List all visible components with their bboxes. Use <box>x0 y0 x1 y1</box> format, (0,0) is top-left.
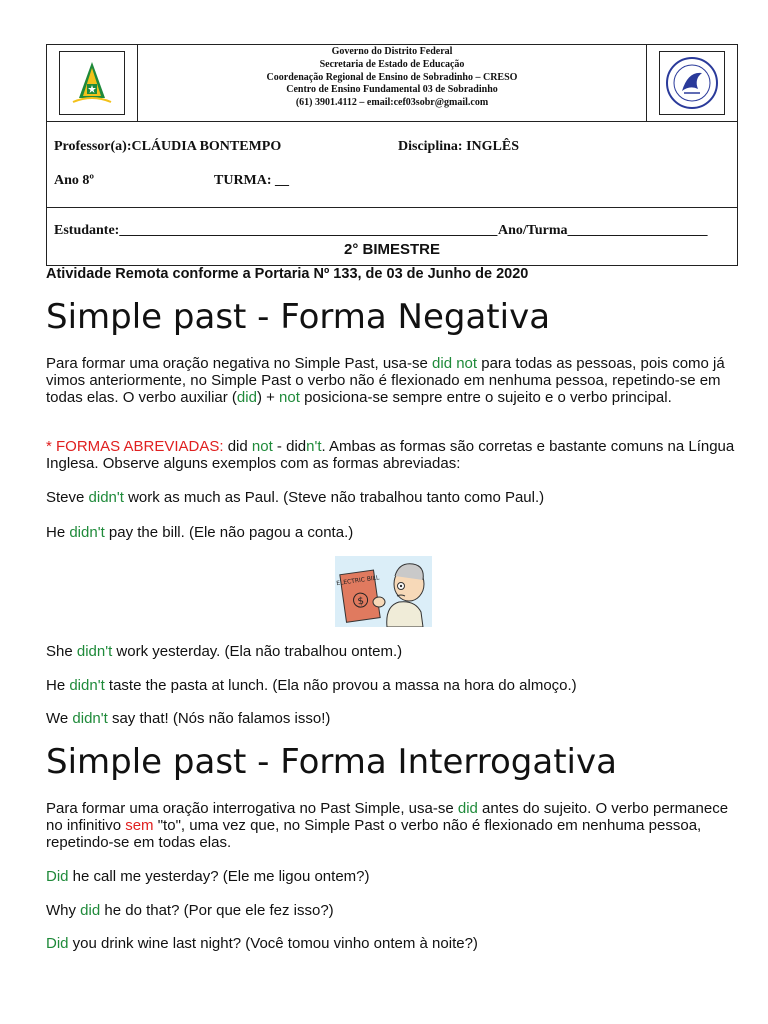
intro-text-3: "to", uma vez que, no Simple Past o verbo não é flexionado em nenhuma pessoa, repetindo-se em todas elas. <box>46 817 702 851</box>
institution-info <box>138 46 646 110</box>
example-post: pay the bill. (Ele não pagou a conta.) <box>104 524 354 541</box>
keyword-did: did <box>457 800 478 817</box>
abbrev-keyword-nt: n't <box>306 438 322 455</box>
school-header-table <box>46 44 738 266</box>
example-keyword: didn't <box>69 677 105 694</box>
example-pre: We <box>46 710 73 727</box>
example-post: he call me yesterday? (Ele me ligou ontem?) <box>68 868 370 885</box>
example-keyword: didn't <box>88 489 124 506</box>
example-post: say that! (Nós não falamos isso!) <box>107 710 331 727</box>
institution-line-5: (61) 3901.4112 – email:cef03sobr@gmail.com <box>295 97 489 109</box>
question-example <box>46 902 736 919</box>
example-pre: Why <box>46 902 81 919</box>
example-sentence <box>46 489 736 506</box>
subject-field <box>398 139 519 155</box>
institution-line-4: Centro de Ensino Fundamental 03 de Sobradinho <box>286 84 498 96</box>
df-flag-icon <box>67 58 117 108</box>
abbrev-text-3: . Ambas as formas são corretas e bastante comuns na Língua Inglesa. Observe alguns exemplos com as formas abreviadas: <box>46 438 735 472</box>
example-pre: Steve <box>46 489 89 506</box>
institution-line-1: Governo do Distrito Federal <box>331 46 453 57</box>
year-label: Ano 8º <box>54 173 95 188</box>
teacher-field <box>54 139 281 155</box>
teacher-name: CLÁUDIA BONTEMPO <box>131 139 282 154</box>
header-top-row <box>47 45 737 122</box>
section-negative-title: Simple past - Forma Negativa <box>46 297 551 337</box>
teacher-label: Professor(a): <box>54 139 132 154</box>
example-sentence <box>46 710 736 727</box>
intro-text-2: antes do sujeito. O verbo permanece no infinitivo <box>46 800 729 834</box>
example-sentence <box>46 643 736 660</box>
bill-text: ELECTRIC BILL <box>335 574 380 588</box>
abbreviated-forms-label: * FORMAS ABREVIADAS: <box>46 438 224 455</box>
abbrev-text-1: did <box>223 438 252 455</box>
intro-text-4: posiciona-se sempre entre o sujeito e o verbo principal. <box>299 389 672 406</box>
man-reading-bill-icon <box>335 556 432 627</box>
bill-illustration <box>335 556 432 627</box>
year-class-field: Ano/Turma____________________ <box>498 223 708 238</box>
example-pre: He <box>46 524 70 541</box>
example-post: work yesterday. (Ela não trabalhou ontem.) <box>112 643 403 660</box>
keyword-did: did <box>236 389 257 406</box>
example-keyword: Did <box>46 868 69 885</box>
keyword-not: not <box>279 389 300 406</box>
intro-text-2: para todas as pessoas, pois como já vimos anteriormente, no Simple Past o verbo não é flexionado em nenhuma pessoa, repetindo-se em todas elas. O verbo auxiliar ( <box>46 355 725 406</box>
df-flag-logo <box>59 51 125 115</box>
question-example <box>46 935 736 952</box>
example-keyword: didn't <box>72 710 108 727</box>
example-keyword: didn't <box>69 524 105 541</box>
question-example <box>46 868 736 885</box>
abbrev-text-2: - did <box>272 438 307 455</box>
example-keyword: did <box>80 902 101 919</box>
example-keyword: Did <box>46 935 69 952</box>
negative-intro-paragraph <box>46 355 736 406</box>
keyword-sem: sem <box>125 817 154 834</box>
example-post: work as much as Paul. (Steve não trabalhou tanto como Paul.) <box>123 489 545 506</box>
example-pre: She <box>46 643 77 660</box>
example-post: you drink wine last night? (Você tomou vinho ontem à noite?) <box>68 935 478 952</box>
example-keyword: didn't <box>76 643 113 660</box>
school-seal-logo <box>659 51 725 115</box>
intro-text-1: Para formar uma oração negativa no Simple Past, usa-se <box>46 355 433 372</box>
school-seal-icon <box>664 55 720 111</box>
example-post: taste the pasta at lunch. (Ela não provou a massa na hora do almoço.) <box>104 677 577 694</box>
section-interrogative-title: Simple past - Forma Interrogativa <box>46 742 617 782</box>
example-sentence <box>46 677 736 694</box>
example-pre: He <box>46 677 70 694</box>
header-right-logo-cell <box>646 45 737 121</box>
interrogative-intro-paragraph <box>46 800 736 851</box>
abbreviated-forms-paragraph <box>46 438 736 472</box>
header-left-logo-cell <box>47 45 138 121</box>
keyword-did-not: did not <box>432 355 478 372</box>
class-field: TURMA: __ <box>214 173 290 188</box>
example-sentence <box>46 524 736 541</box>
institution-line-2: Secretaria de Estado de Educação <box>319 58 465 70</box>
abbrev-keyword-not: not <box>251 438 273 455</box>
student-info-row <box>47 207 737 265</box>
subject-label: Disciplina: <box>398 139 463 154</box>
term-label: 2° BIMESTRE <box>343 241 440 258</box>
teacher-info-row <box>47 121 737 208</box>
svg-text:$: $ <box>356 595 365 608</box>
institution-line-3: Coordenação Regional de Ensino de Sobradinho – CRESO <box>266 71 518 83</box>
intro-text-1: Para formar uma oração interrogativa no Past Simple, usa-se <box>46 800 458 817</box>
student-field: Estudante:______________________________________________________ <box>54 223 498 238</box>
activity-note: Atividade Remota conforme a Portaria Nº 133, de 03 de Junho de 2020 <box>46 266 529 282</box>
intro-text-3: ) + <box>256 389 280 406</box>
subject-name: INGLÊS <box>466 139 519 154</box>
example-post: he do that? (Por que ele fez isso?) <box>100 902 334 919</box>
